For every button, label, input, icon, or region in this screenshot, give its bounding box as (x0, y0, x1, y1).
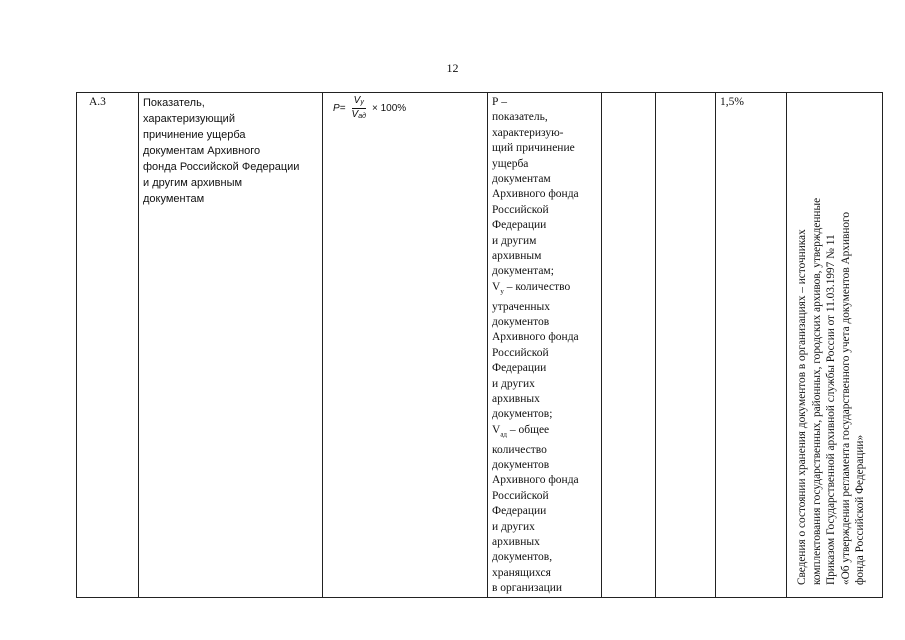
vy-definition: $V_у$ – количество (492, 280, 571, 296)
desc-line: Федерации (492, 219, 547, 232)
desc-line: и других (492, 377, 535, 390)
source-line: «Об утверждении регламента государственного учета документов Архивного (839, 211, 852, 585)
source-line: фонда Российской Федерации» (854, 434, 867, 585)
desc-line: документам; (492, 265, 554, 278)
desc-line: щий причинение (492, 142, 575, 155)
source-rotated-wrapper (787, 93, 882, 589)
source-line: Приказом Государственной архивной службы России от 11.03.1997 № 11 (825, 234, 838, 585)
source-cell (787, 93, 883, 598)
name-line: документам Архивного (143, 145, 261, 157)
name-line: характеризующий (143, 113, 235, 125)
formula-lhs: P= (333, 102, 346, 114)
desc-line: и другим (492, 234, 537, 247)
desc-line: Архивного фонда (492, 188, 579, 201)
formula-fraction (350, 95, 368, 122)
name-line: причинение ущерба (143, 129, 246, 141)
description-cell (488, 93, 602, 598)
name-line: Показатель, (143, 97, 205, 109)
desc-line: и других (492, 520, 535, 533)
desc-line: документов, (492, 551, 553, 564)
desc-line: характеризую- (492, 126, 564, 139)
empty-cell-2 (656, 93, 716, 598)
desc-line: документам (492, 173, 551, 186)
desc-line: утраченных (492, 300, 550, 313)
vad-definition: $V_{ад}$ – общее (492, 423, 550, 439)
source-text (795, 97, 868, 585)
desc-line: документов (492, 458, 550, 471)
desc-line: архивных (492, 535, 540, 548)
desc-line: Архивного фонда (492, 474, 579, 487)
name-line: фонда Российской Федерации (143, 161, 300, 173)
formula-cell (323, 93, 488, 598)
page-number: 12 (446, 61, 459, 75)
desc-line: документов; (492, 408, 553, 421)
desc-line: Российской (492, 489, 549, 502)
desc-line: количество (492, 443, 547, 456)
desc-line: хранящихся (492, 566, 551, 579)
desc-line: в организации (492, 582, 563, 595)
desc-line: Федерации (492, 362, 547, 375)
target-value-cell: 1,5% (716, 93, 787, 598)
formula-numerator: $V_у$ (352, 95, 366, 109)
formula-multiplier: × 100% (371, 102, 407, 114)
source-line: Сведения о состоянии хранения документов в организациях – источниках (796, 229, 808, 585)
desc-line: Российской (492, 346, 549, 359)
desc-line: Российской (492, 203, 549, 216)
formula-denominator: $V_{ад}$ (351, 109, 366, 120)
name-line: документам (143, 193, 205, 205)
desc-line: Архивного фонда (492, 331, 579, 344)
desc-line: показатель, (492, 111, 548, 124)
indicator-table (76, 92, 883, 598)
source-line: комплектования государственных, районных, городских архивов, утвержденные (810, 197, 823, 585)
empty-cell-1 (602, 93, 656, 598)
desc-line: архивным (492, 250, 542, 263)
indicator-name-cell (139, 93, 323, 598)
desc-line: документов (492, 315, 550, 328)
desc-line: ущерба (492, 157, 529, 170)
name-line: и другим архивным (143, 177, 243, 189)
row-id-cell: А.3 (77, 93, 139, 598)
desc-line: Р – (492, 96, 508, 108)
desc-line: Федерации (492, 505, 547, 518)
desc-line: архивных (492, 393, 540, 406)
formula (333, 95, 483, 122)
table-row (77, 93, 883, 598)
